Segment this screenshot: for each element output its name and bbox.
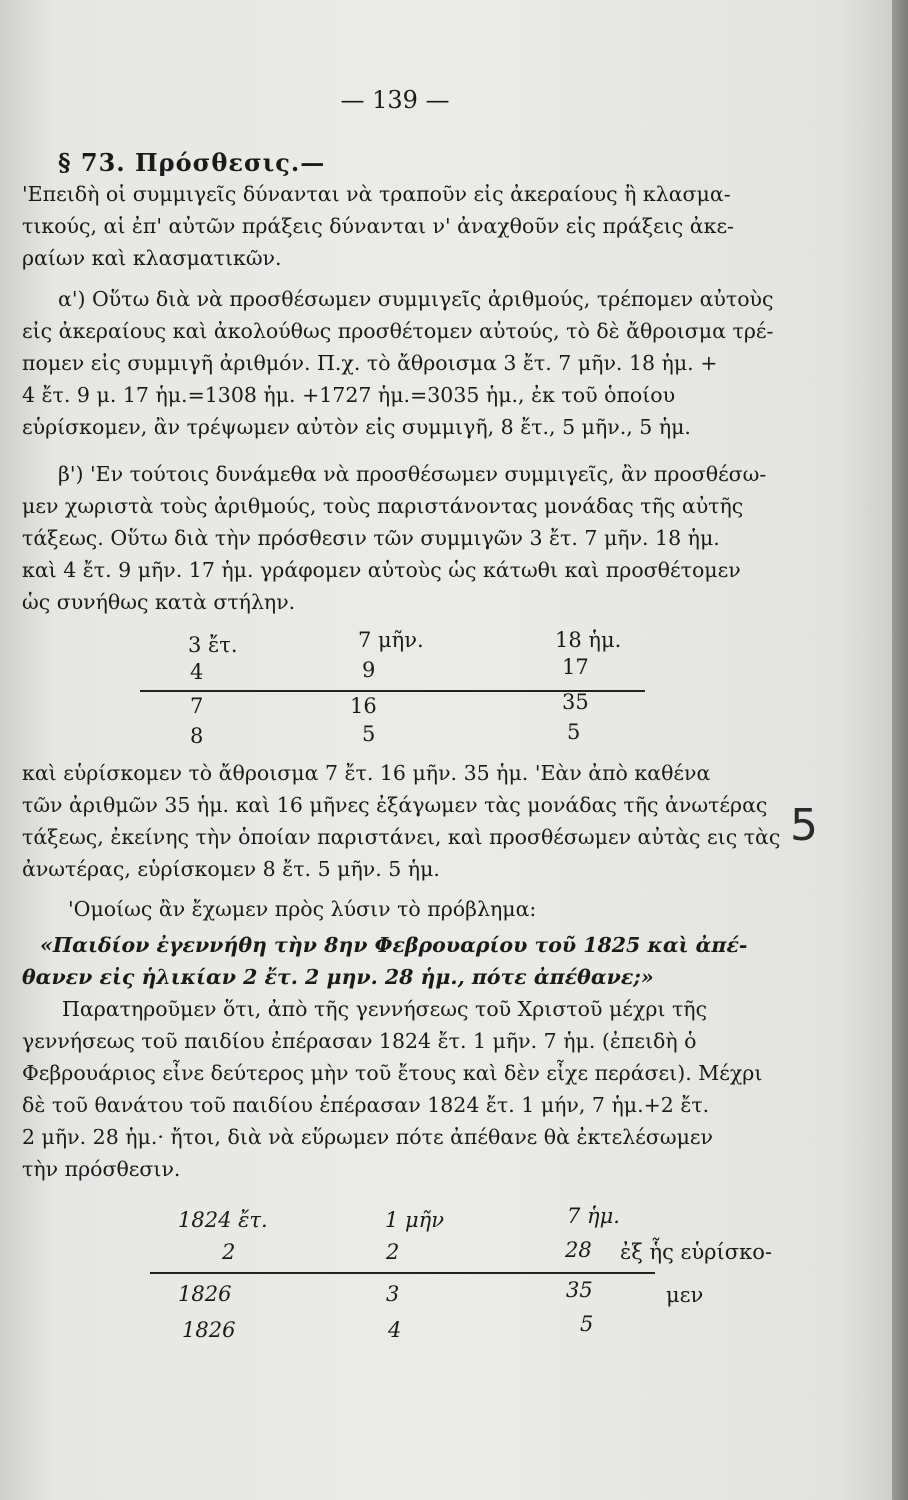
text-line: 4 ἔτ. 9 μ. 17 ἡμ.=1308 ἡμ. +1727 ἡμ.=3035 ἡμ., ἐκ τοῦ ὁποίου xyxy=(22,383,676,407)
text-line: β') 'Εν τούτοις δυνάμεθα νὰ προσθέσωμεν συμμιγεῖς, ἂν προσθέσω- xyxy=(58,462,767,486)
paragraph-3 xyxy=(22,458,782,618)
paragraph-6 xyxy=(22,993,782,1185)
table-cell: 1826 xyxy=(182,1318,236,1342)
side-text: μεν xyxy=(666,1283,704,1307)
table-cell: 2 xyxy=(386,1240,400,1264)
text-line: θανεν εἰς ἡλικίαν 2 ἔτ. 2 μην. 28 ἡμ., πότε ἀπέθανε;» xyxy=(22,965,654,989)
text-line: γεννήσεως τοῦ παιδίου ἐπέρασαν 1824 ἔτ. 1 μῆν. 7 ἡμ. (ἐπειδὴ ὁ xyxy=(22,1029,697,1053)
table-cell: 4 xyxy=(388,1318,402,1342)
problem-statement xyxy=(22,929,782,993)
table-cell: 7 xyxy=(190,694,204,718)
table-cell: 5 xyxy=(362,722,376,746)
sum-rule xyxy=(150,1272,655,1274)
table-cell: 1824 ἔτ. xyxy=(178,1208,268,1232)
table-cell: 2 xyxy=(222,1240,236,1264)
table-cell: 7 μῆν. xyxy=(358,628,424,652)
text-line: τὴν πρόσθεσιν. xyxy=(22,1157,181,1181)
text-line: καὶ 4 ἔτ. 9 μῆν. 17 ἡμ. γράφομεν αὐτοὺς ὡς κάτωθι καὶ προσθέτομεν xyxy=(22,558,741,582)
section-heading: § 73. Πρόσθεσις.— xyxy=(58,148,326,177)
table-cell: 7 ἡμ. xyxy=(567,1204,620,1228)
text-line: 2 μῆν. 28 ἡμ.· ἤτοι, διὰ νὰ εὕρωμεν πότε ἀπέθανε θὰ ἐκτελέσωμεν xyxy=(22,1125,714,1149)
table-cell: 5 xyxy=(567,720,581,744)
table-cell: 18 ἡμ. xyxy=(555,628,622,652)
text-line: εἰς ἀκεραίους καὶ ἀκολούθως προσθέτομεν αὐτούς, τὸ δὲ ἄθροισμα τρέ- xyxy=(22,319,774,343)
text-line: τικούς, αἱ ἐπ' αὐτῶν πράξεις δύνανται ν' ἀναχθοῦν εἰς πράξεις ἀκε- xyxy=(22,214,734,238)
page-edge xyxy=(892,0,908,1500)
table-cell: 3 ἔτ. xyxy=(188,633,238,657)
text-line: 'Επειδὴ οἱ συμμιγεῖς δύνανται νὰ τραποῦν εἰς ἀκεραίους ἢ κλασμα- xyxy=(22,182,731,206)
margin-annotation: 5 xyxy=(790,800,818,851)
text-line: Φεβρουάριος εἶνε δεύτερος μὴν τοῦ ἔτους καὶ δὲν εἶχε περάσει). Μέχρι xyxy=(22,1061,763,1085)
text-line: Παρατηροῦμεν ὅτι, ἀπὸ τῆς γεννήσεως τοῦ Χριστοῦ μέχρι τῆς xyxy=(62,997,708,1021)
page-number: — 139 — xyxy=(340,86,450,114)
table-cell: 28 xyxy=(565,1238,592,1262)
paragraph-5 xyxy=(22,893,782,925)
text-line: δὲ τοῦ θανάτου τοῦ παιδίου ἐπέρασαν 1824 ἔτ. 1 μήν, 7 ἡμ.+2 ἔτ. xyxy=(22,1093,710,1117)
text-line: καὶ εὑρίσκομεν τὸ ἄθροισμα 7 ἔτ. 16 μῆν. 35 ἡμ. 'Εὰν ἀπὸ καθένα xyxy=(22,761,711,785)
table-cell: 35 xyxy=(562,690,589,714)
table-cell: 3 xyxy=(386,1282,400,1306)
table-cell: 17 xyxy=(562,655,589,679)
table-cell: 9 xyxy=(362,658,376,682)
text-line: ὡς συνήθως κατὰ στήλην. xyxy=(22,590,296,614)
text-line: μεν χωριστὰ τοὺς ἀριθμούς, τοὺς παριστάνοντας μονάδας τῆς αὐτῆς xyxy=(22,494,744,518)
table-cell: 1 μῆν xyxy=(385,1208,445,1232)
table-cell: 4 xyxy=(190,660,204,684)
side-text: ἐξ ἧς εὑρίσκο- xyxy=(620,1240,772,1264)
text-line: «Παιδίον ἐγεννήθη τὴν 8ην Φεβρουαρίου τοῦ 1825 καὶ ἀπέ- xyxy=(40,933,748,957)
table-cell: 5 xyxy=(580,1312,594,1336)
paragraph-1 xyxy=(22,178,782,274)
text-line: 'Ομοίως ἂν ἔχωμεν πρὸς λύσιν τὸ πρόβλημα: xyxy=(68,897,537,921)
paragraph-4 xyxy=(22,757,782,885)
text-line: α') Οὕτω διὰ νὰ προσθέσωμεν συμμιγεῖς ἀριθμούς, τρέπομεν αὐτοὺς xyxy=(58,287,774,311)
text-line: ραίων καὶ κλασματικῶν. xyxy=(22,246,282,270)
text-line: ἀνωτέρας, εὑρίσκομεν 8 ἔτ. 5 μῆν. 5 ἡμ. xyxy=(22,857,440,881)
paragraph-2 xyxy=(22,283,782,443)
text-line: τάξεως. Οὕτω διὰ τὴν πρόσθεσιν τῶν συμμιγῶν 3 ἔτ. 7 μῆν. 18 ἡμ. xyxy=(22,526,720,550)
text-line: εὑρίσκομεν, ἂν τρέψωμεν αὐτὸν εἰς συμμιγῆ, 8 ἔτ., 5 μῆν., 5 ἡμ. xyxy=(22,415,691,439)
table-cell: 35 xyxy=(566,1278,593,1302)
text-line: πομεν εἰς συμμιγῆ ἀριθμόν. Π.χ. τὸ ἄθροισμα 3 ἔτ. 7 μῆν. 18 ἡμ. + xyxy=(22,351,718,375)
table-cell: 16 xyxy=(350,694,377,718)
text-line: τάξεως, ἐκείνης τὴν ὁποίαν παριστάνει, καὶ προσθέσωμεν αὐτὰς εις τὰς xyxy=(22,825,781,849)
table-cell: 8 xyxy=(190,724,204,748)
text-line: τῶν ἀριθμῶν 35 ἡμ. καὶ 16 μῆνες ἐξάγωμεν τὰς μονάδας τῆς ἀνωτέρας xyxy=(22,793,768,817)
table-cell: 1826 xyxy=(178,1282,232,1306)
